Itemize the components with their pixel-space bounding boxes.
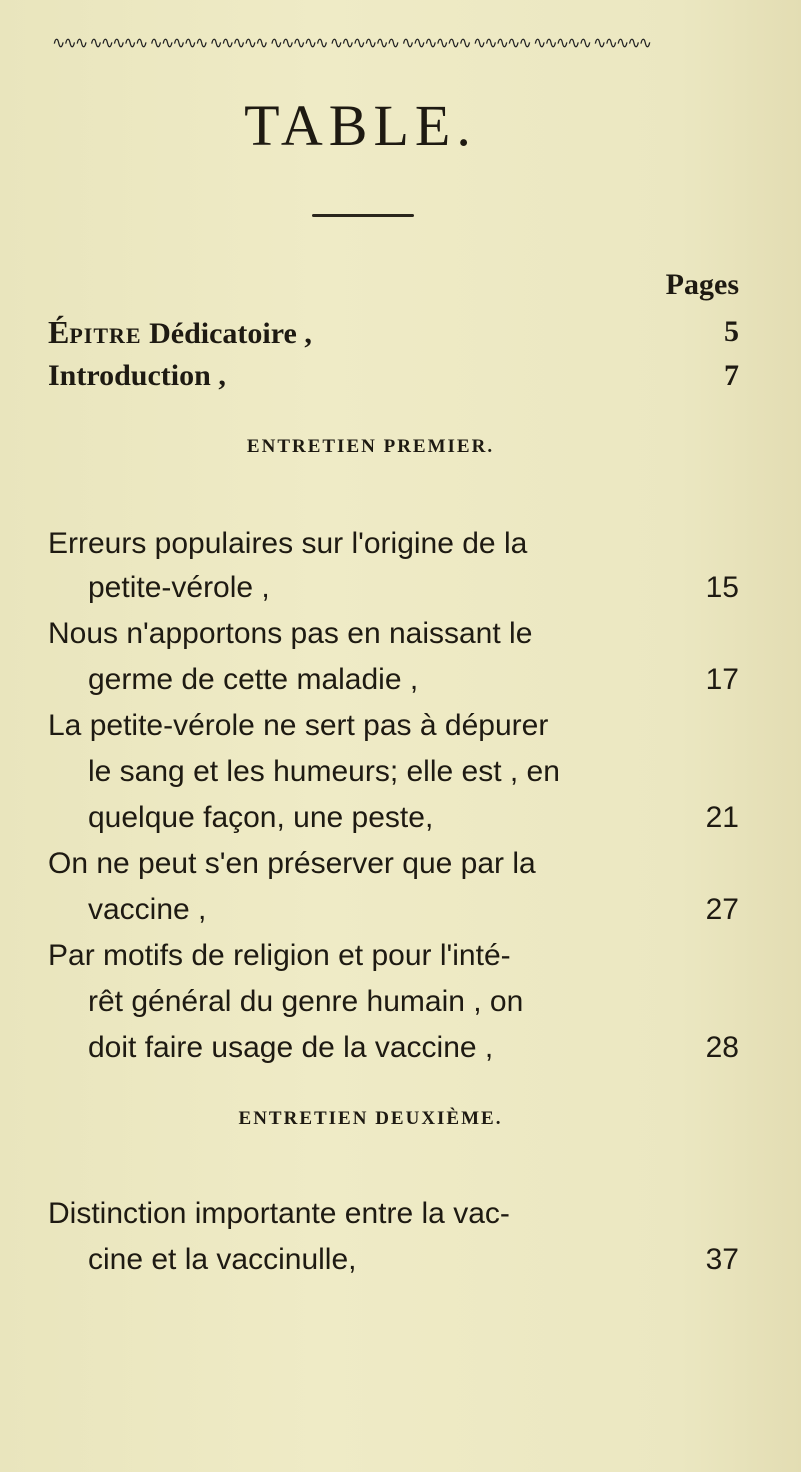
toc-line xyxy=(48,522,739,566)
toc-entry-page: 7 xyxy=(724,359,739,392)
toc-entry-text: Introduction , xyxy=(48,359,226,392)
toc-entry-introduction xyxy=(48,354,739,398)
toc-line xyxy=(88,750,739,794)
toc-line-text: germe de cette maladie , xyxy=(88,663,419,696)
toc-line-page: 27 xyxy=(705,893,739,926)
toc-line xyxy=(88,980,739,1024)
toc-line xyxy=(48,934,739,978)
toc-line-page: 21 xyxy=(705,801,739,834)
toc-line-text: Erreurs populaires sur l'origine de la xyxy=(48,527,528,560)
toc-line-text: le sang et les humeurs; elle est , en xyxy=(88,755,560,788)
toc-entry-epitre xyxy=(48,310,739,354)
toc-line xyxy=(88,796,739,840)
toc-line-text: Nous n'apportons pas en naissant le xyxy=(48,617,533,650)
section-heading-entretien-premier: ENTRETIEN PREMIER. xyxy=(246,436,495,457)
toc-line xyxy=(48,842,739,886)
toc-line xyxy=(88,1026,739,1070)
toc-line-page: 28 xyxy=(705,1031,739,1064)
toc-line-text: On ne peut s'en préserver que par la xyxy=(48,847,536,880)
toc-line-text: quelque façon, une peste, xyxy=(88,801,434,834)
section-heading-entretien-deuxieme: ENTRETIEN DEUXIÈME. xyxy=(238,1108,503,1129)
toc-line-text: petite-vérole , xyxy=(88,571,270,604)
toc-line xyxy=(88,888,739,932)
toc-line-text: vaccine , xyxy=(88,893,207,926)
toc-entry-text: Dédicatoire , xyxy=(141,317,312,350)
decorative-header-band: ∿∿∿ ∿∿∿∿∿ ∿∿∿∿∿ ∿∿∿∿∿ ∿∿∿∿∿ ∿∿∿∿∿∿ ∿∿∿∿∿∿ ∿∿∿∿∿ ∿∿∿∿∿ ∿∿∿∿∿ xyxy=(52,36,651,50)
toc-entry-initial: É xyxy=(48,314,70,350)
toc-line-text: rêt général du genre humain , on xyxy=(88,985,524,1018)
toc-line-page: 15 xyxy=(705,571,739,604)
toc-line-text: Par motifs de religion et pour l'inté- xyxy=(48,939,511,972)
toc-line-page: 17 xyxy=(705,663,739,696)
toc-entry-page: 5 xyxy=(724,315,739,348)
toc-line xyxy=(88,566,739,610)
toc-line xyxy=(48,704,739,748)
toc-line-text: La petite-vérole ne sert pas à dépurer xyxy=(48,709,549,742)
toc-line xyxy=(48,612,739,656)
pages-column-label: Pages xyxy=(665,268,739,301)
toc-line xyxy=(88,658,739,702)
toc-line-text: cine et la vaccinulle, xyxy=(88,1243,357,1276)
toc-line-page: 37 xyxy=(705,1243,739,1276)
toc-line-text: Distinction importante entre la vac- xyxy=(48,1197,510,1230)
toc-line xyxy=(88,1238,739,1282)
toc-line-text: doit faire usage de la vaccine , xyxy=(88,1031,494,1064)
toc-line xyxy=(48,1192,739,1236)
title-rule-divider xyxy=(312,214,414,217)
toc-entry-smallcaps: PITRE xyxy=(69,323,142,348)
page-title: TABLE. xyxy=(244,93,477,158)
